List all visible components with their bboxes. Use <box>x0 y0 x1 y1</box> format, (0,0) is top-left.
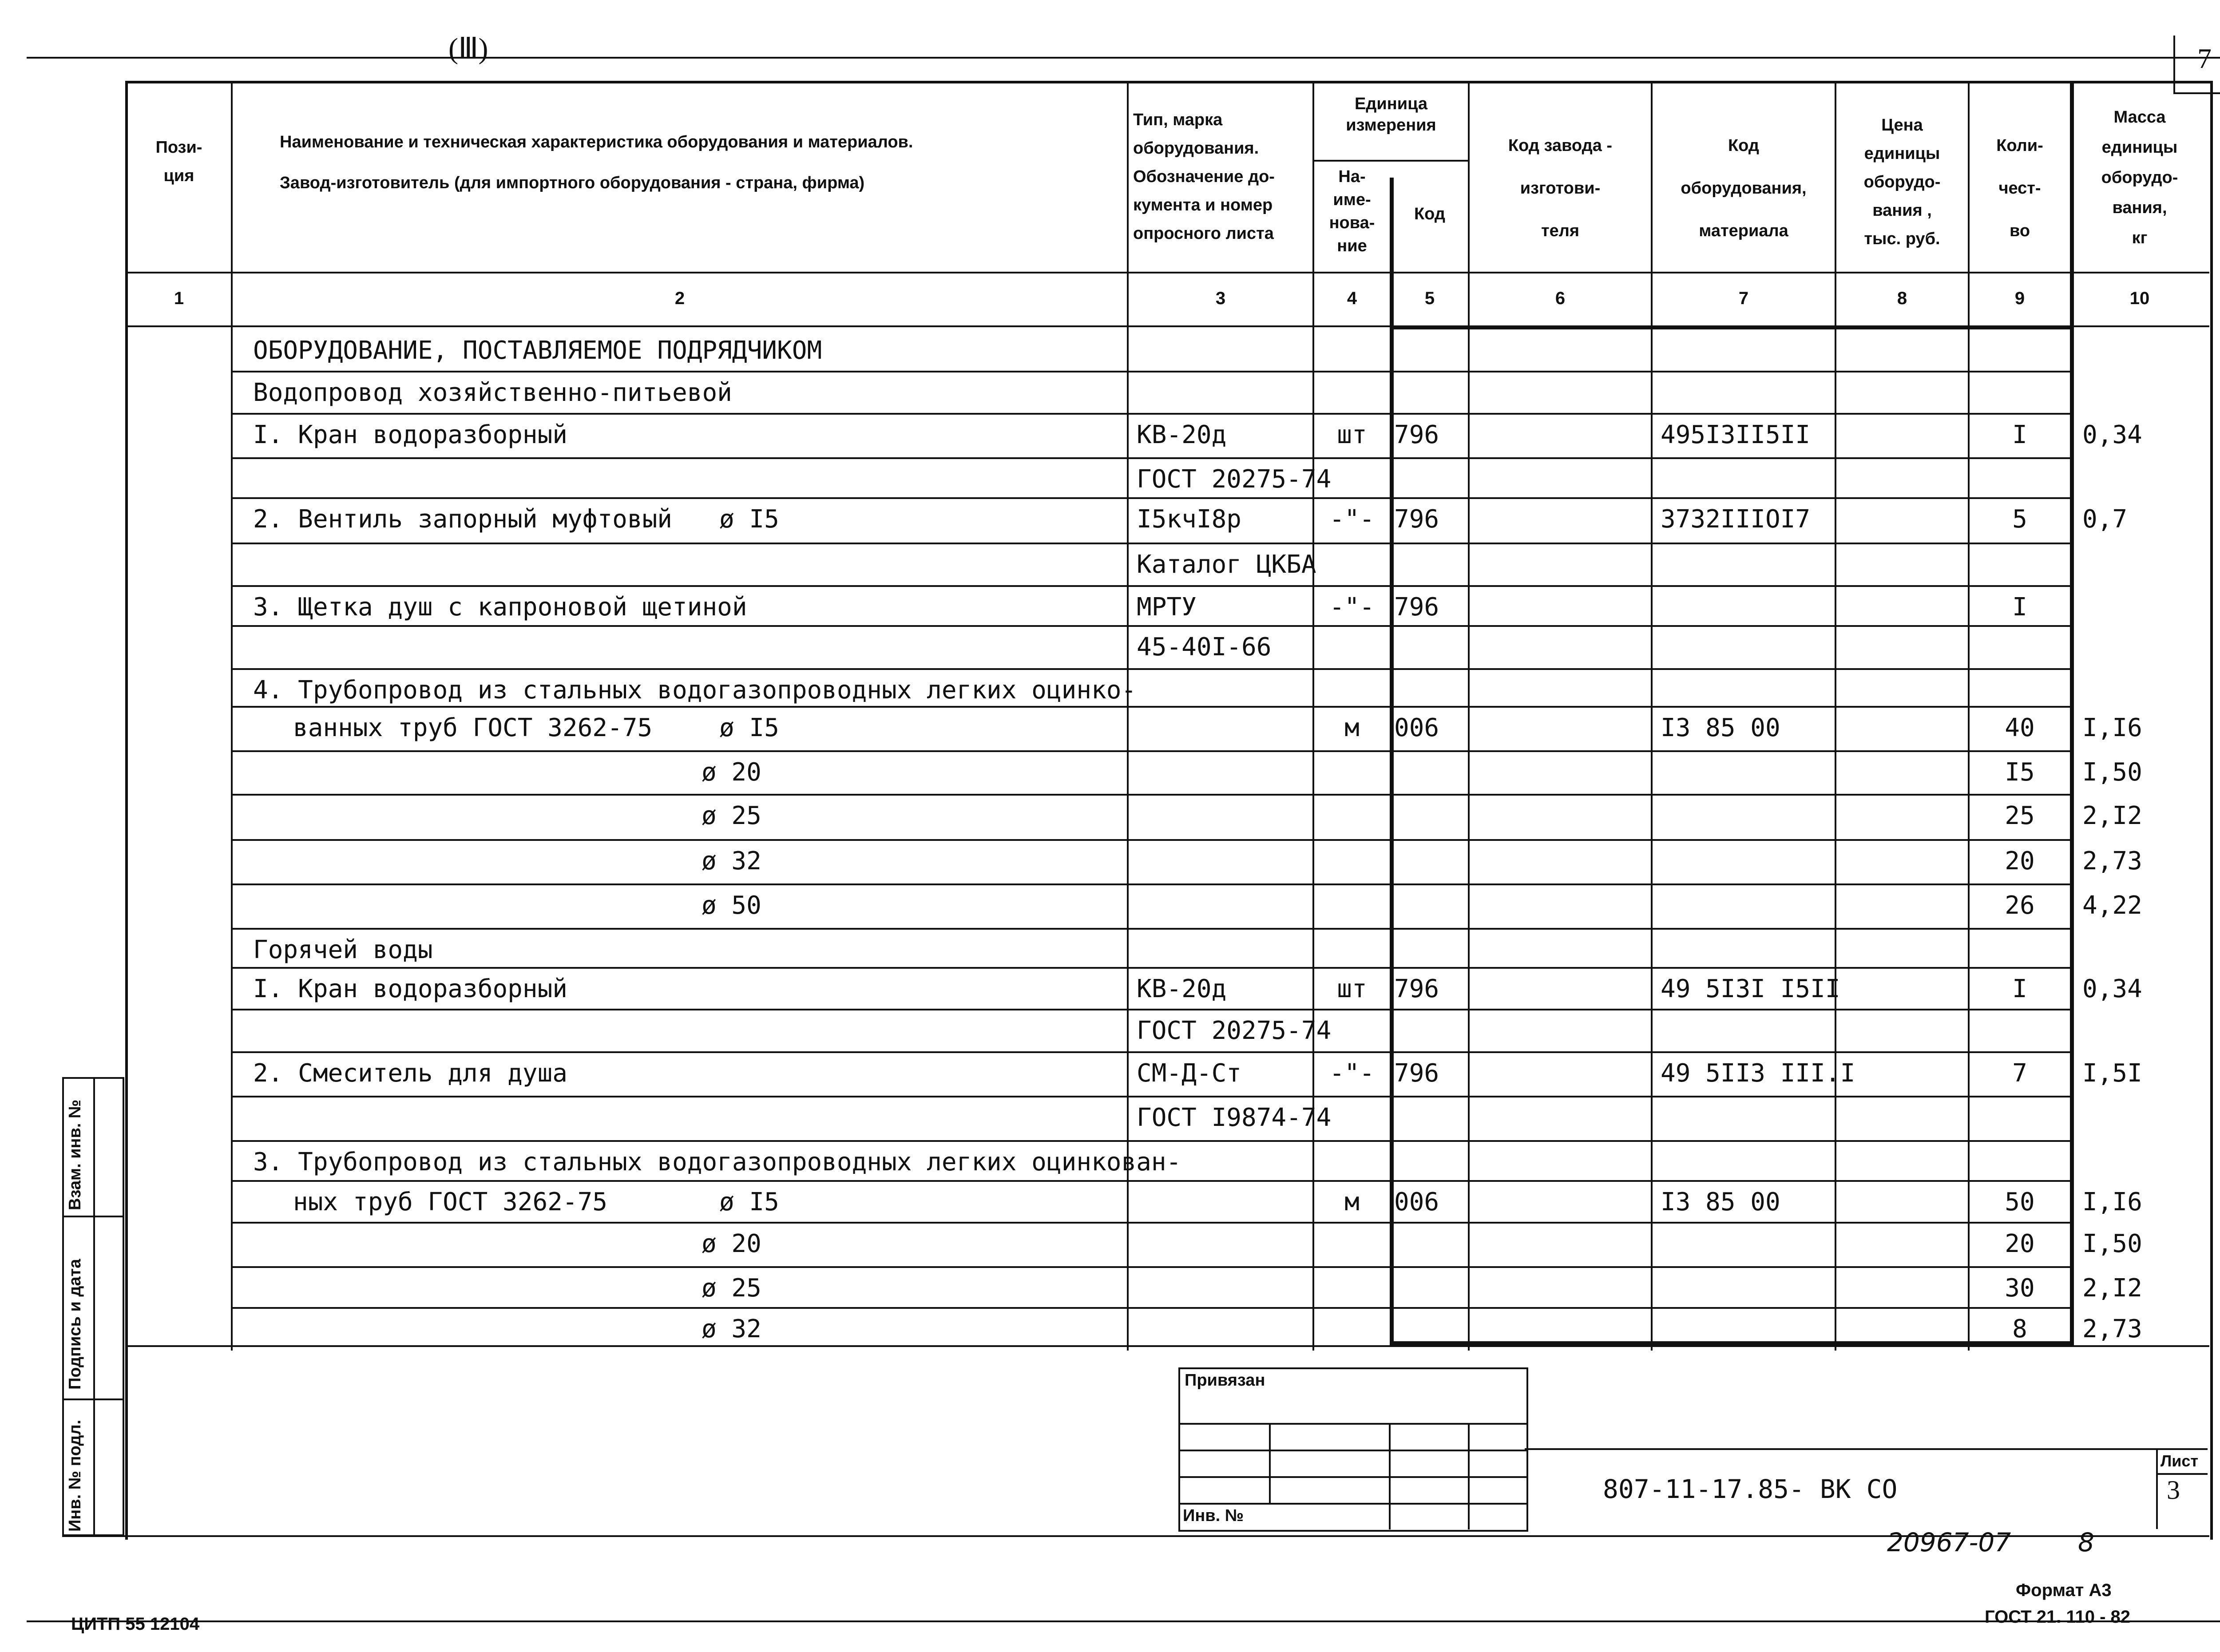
row-line <box>231 1051 2072 1053</box>
item-equipment-code: 495I3II5II <box>1661 420 1811 449</box>
item-name: I. Кран водоразборный <box>253 975 568 1003</box>
row-line <box>231 839 2072 841</box>
row-line <box>231 1180 2072 1182</box>
item-equipment-code: 49 5II3 III.I <box>1661 1059 1855 1088</box>
body-bottom-line <box>125 1345 2209 1347</box>
col-line-1 <box>231 81 233 1351</box>
item-unit-code: 796 <box>1394 1059 1439 1088</box>
item-type: Каталог ЦКБА <box>1137 550 1316 579</box>
header-mass: Масса единицы оборудо- вания, кг <box>2101 108 2178 247</box>
col-number-1: 1 <box>174 289 184 308</box>
item-quantity: 30 <box>2005 1274 2035 1303</box>
row-line <box>231 457 2072 459</box>
header-unit-name: На- име- нова- ние <box>1329 167 1375 255</box>
format-label: Формат А3 <box>2016 1581 2112 1600</box>
item-mass: I,I6 <box>2082 1188 2142 1216</box>
side-line-1 <box>62 1216 124 1217</box>
item-equipment-code: 3732IIIOI7 <box>1661 505 1811 534</box>
page-number: 7 <box>2197 43 2212 74</box>
stamp-inv-label: Инв. № <box>1183 1506 1244 1525</box>
row-line <box>231 497 2072 499</box>
header-name: Наименование и техническая характеристика оборудования и материалов. Завод-изготовитель (для импортного оборудования - страна, фирма) <box>280 133 913 192</box>
row-line <box>231 1009 2072 1010</box>
sheet-box-line <box>2156 1448 2158 1529</box>
item-mass: 2,73 <box>2082 847 2142 876</box>
item-name: 3. Щетка душ с капроновой щетиной <box>253 593 747 622</box>
header-type: Тип, марка оборудования. Обозначение до- кумента и номер опросного листа <box>1133 111 1275 243</box>
header-quantity: Коли- чест- во <box>1996 136 2043 240</box>
col-number-6: 6 <box>1555 289 1566 308</box>
item-unit-code: 796 <box>1394 975 1439 1003</box>
item-type: I5кчI8р <box>1137 505 1242 534</box>
col-number-10: 10 <box>2129 289 2150 308</box>
stamp-vline-1 <box>1269 1423 1271 1503</box>
item-unit-code: 006 <box>1394 1188 1439 1216</box>
row-line <box>231 1266 2072 1268</box>
header-unit: Единица измерения <box>1346 95 1436 135</box>
item-equipment-code: I3 85 00 <box>1661 1188 1780 1216</box>
page-mark: (Ⅲ) <box>448 32 488 65</box>
item-type: 45-40I-66 <box>1137 633 1272 662</box>
item-quantity: 26 <box>2005 891 2035 920</box>
bottom-border-line <box>27 1620 2220 1622</box>
item-unit: -"- <box>1329 1059 1375 1088</box>
row-line <box>231 706 2072 708</box>
item-mass: I,5I <box>2082 1059 2142 1088</box>
item-quantity: 20 <box>2005 847 2035 876</box>
item-diameter: ø 32 <box>702 847 761 876</box>
side-vzam-label: Взам. инв. № <box>66 1099 84 1210</box>
sheet-number: 3 <box>2167 1475 2180 1505</box>
header-equipment-code: Код оборудования, материала <box>1681 136 1807 240</box>
header-bottom-line <box>125 272 2209 273</box>
item-diameter: ø 25 <box>702 1274 761 1303</box>
row-line <box>231 1096 2072 1097</box>
col-number-8: 8 <box>1897 289 1907 308</box>
item-type: ГОСТ I9874-74 <box>1137 1103 1332 1132</box>
col-number-2: 2 <box>674 289 685 308</box>
stamp-line-3 <box>1178 1476 1526 1478</box>
item-name: 4. Трубопровод из стальных водогазопроводных легких оцинко- <box>253 676 1137 705</box>
item-type: КВ-20д <box>1137 975 1227 1003</box>
item-name: 2. Вентиль запорный муфтовый <box>253 505 673 534</box>
row-line <box>231 543 2072 544</box>
item-name: ных труб ГОСТ 3262-75 <box>293 1188 608 1216</box>
stamp-line-2 <box>1178 1450 1526 1451</box>
item-diameter: ø 20 <box>702 758 761 787</box>
stamp-title-top-line <box>1525 1448 2208 1450</box>
item-quantity: I <box>2012 975 2027 1003</box>
row-line <box>231 928 2072 930</box>
item-quantity: 8 <box>2012 1315 2027 1343</box>
item-name: 3. Трубопровод из стальных водогазопроводных легких оцинкован- <box>253 1148 1181 1177</box>
stamp-vline-2 <box>1389 1423 1391 1529</box>
header-unit-code: Код <box>1414 205 1446 223</box>
document-code: 807-11-17.85- ВК СО <box>1603 1474 1898 1504</box>
item-name: 2. Смеситель для душа <box>253 1059 568 1088</box>
stamp-attached-label: Привязан <box>1185 1371 1265 1390</box>
row-line <box>231 883 2072 885</box>
citp-label: ЦИТП 55 12104 <box>71 1614 200 1634</box>
side-podpis-label: Подпись и дата <box>66 1259 84 1390</box>
item-equipment-code: 49 5I3I I5II <box>1661 975 1840 1003</box>
item-quantity: I <box>2012 420 2027 449</box>
row-line <box>231 750 2072 752</box>
row-line <box>231 625 2072 627</box>
item-quantity: 50 <box>2005 1188 2035 1216</box>
item-quantity: 25 <box>2005 801 2035 830</box>
item-mass: 0,34 <box>2082 420 2142 449</box>
handwritten-number-2: 8 <box>2078 1527 2094 1557</box>
item-unit: -"- <box>1329 505 1375 534</box>
item-diameter: ø 25 <box>702 801 761 830</box>
item-mass: I,50 <box>2082 758 2142 787</box>
row-line <box>231 794 2072 796</box>
stamp-vline-3 <box>1468 1423 1470 1529</box>
side-line-2 <box>62 1398 124 1400</box>
item-name: ванных труб ГОСТ 3262-75 <box>293 713 653 742</box>
col-number-3: 3 <box>1215 289 1226 308</box>
col-line-9 <box>2070 81 2074 1346</box>
row-line <box>231 1307 2072 1309</box>
item-name: I. Кран водоразборный <box>253 420 568 449</box>
item-type: КВ-20д <box>1137 420 1227 449</box>
item-diameter: ø 50 <box>702 891 761 920</box>
stamp-line-1 <box>1178 1423 1526 1425</box>
item-quantity: 7 <box>2012 1059 2027 1088</box>
item-unit: м <box>1344 1188 1360 1216</box>
item-mass: I,I6 <box>2082 713 2142 742</box>
item-equipment-code: I3 85 00 <box>1661 713 1780 742</box>
header-factory-code: Код завода - изготови- теля <box>1508 136 1613 240</box>
item-unit-code: 796 <box>1394 593 1439 622</box>
item-unit: м <box>1344 713 1360 742</box>
item-type: СМ-Д-Ст <box>1137 1059 1242 1088</box>
sheet-label: Лист <box>2161 1452 2199 1470</box>
item-quantity: 20 <box>2005 1229 2035 1258</box>
header-position: Пози- ция <box>155 138 202 185</box>
item-diameter: ø 20 <box>702 1229 761 1258</box>
item-diameter: ø I5 <box>719 1188 779 1216</box>
item-unit-code: 796 <box>1394 505 1439 534</box>
row-line <box>231 1222 2072 1224</box>
item-mass: 4,22 <box>2082 891 2142 920</box>
col-number-5: 5 <box>1424 289 1435 308</box>
item-unit: -"- <box>1329 593 1375 622</box>
item-mass: 2,I2 <box>2082 801 2142 830</box>
item-mass: 2,73 <box>2082 1315 2142 1343</box>
side-strip-divider <box>93 1077 95 1536</box>
col-number-7: 7 <box>1738 289 1749 308</box>
col-number-4: 4 <box>1347 289 1357 308</box>
item-name: ОБОРУДОВАНИЕ, ПОСТАВЛЯЕМОЕ ПОДРЯДЧИКОМ <box>253 336 822 365</box>
col-number-9: 9 <box>2014 289 2025 308</box>
item-mass: I,50 <box>2082 1229 2142 1258</box>
item-mass: 0,7 <box>2082 505 2128 534</box>
item-quantity: 40 <box>2005 713 2035 742</box>
item-type: ГОСТ 20275-74 <box>1137 1016 1332 1045</box>
handwritten-number: 20967-07 <box>1887 1527 2011 1557</box>
row-line <box>231 585 2072 587</box>
item-name: Водопровод хозяйственно-питьевой <box>253 378 732 407</box>
item-unit-code: 006 <box>1394 713 1439 742</box>
top-border-line <box>27 57 2220 59</box>
item-type: МРТУ <box>1137 593 1197 622</box>
item-diameter: ø 32 <box>702 1315 761 1343</box>
unit-divider-line <box>1312 160 1468 162</box>
item-type: ГОСТ 20275-74 <box>1137 465 1332 494</box>
side-inv-label: Инв. № подл. <box>66 1419 84 1532</box>
item-mass: 0,34 <box>2082 975 2142 1003</box>
item-diameter: ø I5 <box>719 505 779 534</box>
item-name: Горячей воды <box>253 935 433 964</box>
item-quantity: I <box>2012 593 2027 622</box>
stamp-line-4 <box>1178 1503 1526 1505</box>
row-line <box>231 967 2072 969</box>
item-quantity: I5 <box>2005 758 2035 787</box>
row-line <box>231 413 2072 415</box>
gost-label: ГОСТ 21. 110 - 82 <box>1985 1607 2130 1627</box>
row-line <box>231 668 2072 670</box>
item-unit: шт <box>1337 420 1367 449</box>
item-unit: шт <box>1337 975 1367 1003</box>
sheet-box-mid <box>2156 1473 2208 1475</box>
item-mass: 2,I2 <box>2082 1274 2142 1303</box>
item-quantity: 5 <box>2012 505 2027 534</box>
header-price: Цена единицы оборудо- вания , тыс. руб. <box>1863 116 1941 248</box>
row-line <box>231 1140 2072 1142</box>
item-unit-code: 796 <box>1394 420 1439 449</box>
row-line <box>231 371 2072 372</box>
item-diameter: ø I5 <box>719 713 779 742</box>
